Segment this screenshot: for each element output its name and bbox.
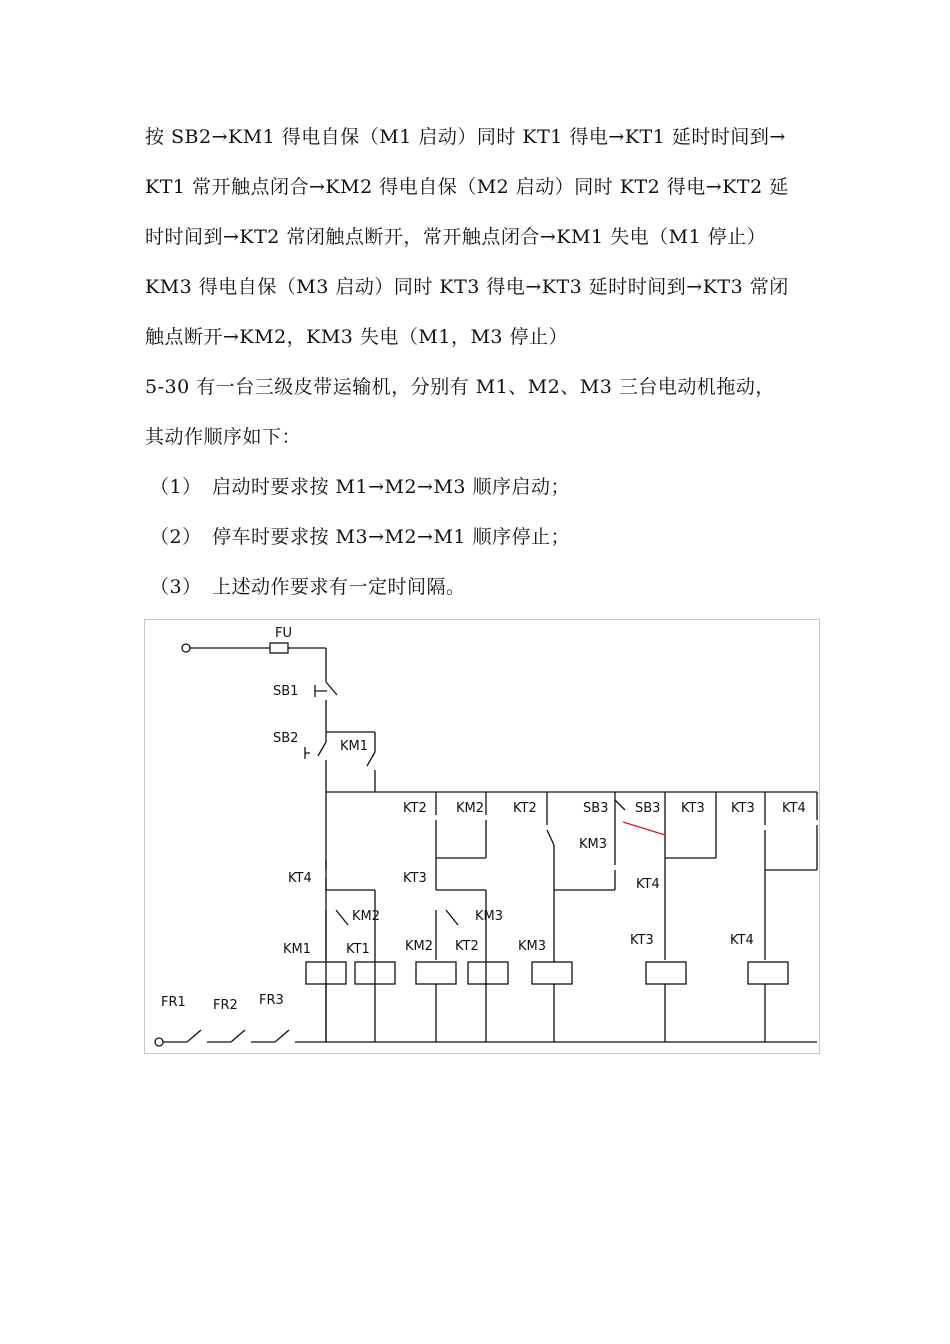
circuit-svg — [145, 620, 819, 1053]
kt4-label: KT4 — [782, 801, 806, 816]
terminal-bottom — [155, 1038, 163, 1046]
kt3-label: KT3 — [403, 871, 427, 886]
km2-label: KM2 — [352, 909, 381, 924]
text-line: 按 SB2→KM1 得电自保（M1 启动）同时 KT1 得电→KT1 延时时间到→ — [145, 126, 786, 148]
coil-km2-label: KM2 — [405, 939, 434, 954]
list-text: 停车时要求按 M3→M2→M1 顺序停止； — [212, 526, 571, 548]
kt4-label: KT4 — [288, 871, 312, 886]
kt2-label: KT2 — [513, 801, 537, 816]
sb3-label: SB3 — [635, 801, 661, 816]
coil-kt3 — [646, 962, 686, 984]
text-line: KT1 常开触点闭合→KM2 得电自保（M2 启动）同时 KT2 得电→KT2 延 — [145, 176, 789, 198]
text-line: KM3 得电自保（M3 启动）同时 KT3 得电→KT3 延时时间到→KT3 常闭 — [145, 276, 789, 298]
list-item — [150, 572, 466, 599]
coil-km2 — [416, 962, 456, 984]
fr3-label: FR3 — [259, 993, 284, 1008]
kt3-label: KT3 — [681, 801, 705, 816]
kt4-label: KT4 — [636, 877, 660, 892]
sb1-label: SB1 — [273, 684, 299, 699]
terminal-top — [182, 644, 190, 652]
text-line: 其动作顺序如下： — [145, 426, 302, 448]
coil-kt2 — [468, 962, 508, 984]
fuse-symbol — [270, 643, 288, 653]
sb3-label: SB3 — [583, 801, 609, 816]
fr2-label: FR2 — [213, 998, 238, 1013]
circuit-diagram — [144, 619, 820, 1054]
list-number: （1） — [150, 476, 202, 498]
text-line: 触点断开→KM2，KM3 失电（M1，M3 停止） — [145, 326, 569, 348]
coil-kt3-label: KT3 — [630, 933, 654, 948]
list-item — [150, 472, 570, 499]
sb3-link — [623, 822, 665, 835]
text-line: 5-30 有一台三级皮带运输机，分别有 M1、M2、M3 三台电动机拖动， — [145, 376, 775, 398]
list-text: 上述动作要求有一定时间隔。 — [212, 576, 466, 598]
coil-kt4 — [748, 962, 788, 984]
coil-kt4-label: KT4 — [730, 933, 754, 948]
coil-km3 — [532, 962, 572, 984]
km2-label: KM2 — [456, 801, 485, 816]
list-number: （2） — [150, 526, 202, 548]
fr1-label: FR1 — [161, 995, 186, 1010]
fu-label: FU — [275, 626, 292, 641]
text-line: 时时间到→KT2 常闭触点断开，常开触点闭合→KM1 失电（M1 停止） — [145, 226, 767, 248]
coil-kt2-label: KT2 — [455, 939, 479, 954]
coil-km3-label: KM3 — [518, 939, 547, 954]
sb2-label: SB2 — [273, 731, 299, 746]
kt3-label: KT3 — [731, 801, 755, 816]
coil-kt1-label: KT1 — [346, 942, 370, 957]
list-text: 启动时要求按 M1→M2→M3 顺序启动； — [212, 476, 571, 498]
list-item — [150, 522, 570, 549]
km3-label: KM3 — [579, 837, 608, 852]
coil-km1-label: KM1 — [283, 942, 312, 957]
km1-hold-label: KM1 — [340, 739, 369, 754]
kt2-label: KT2 — [403, 801, 427, 816]
list-number: （3） — [150, 576, 202, 598]
km3-label: KM3 — [475, 909, 504, 924]
